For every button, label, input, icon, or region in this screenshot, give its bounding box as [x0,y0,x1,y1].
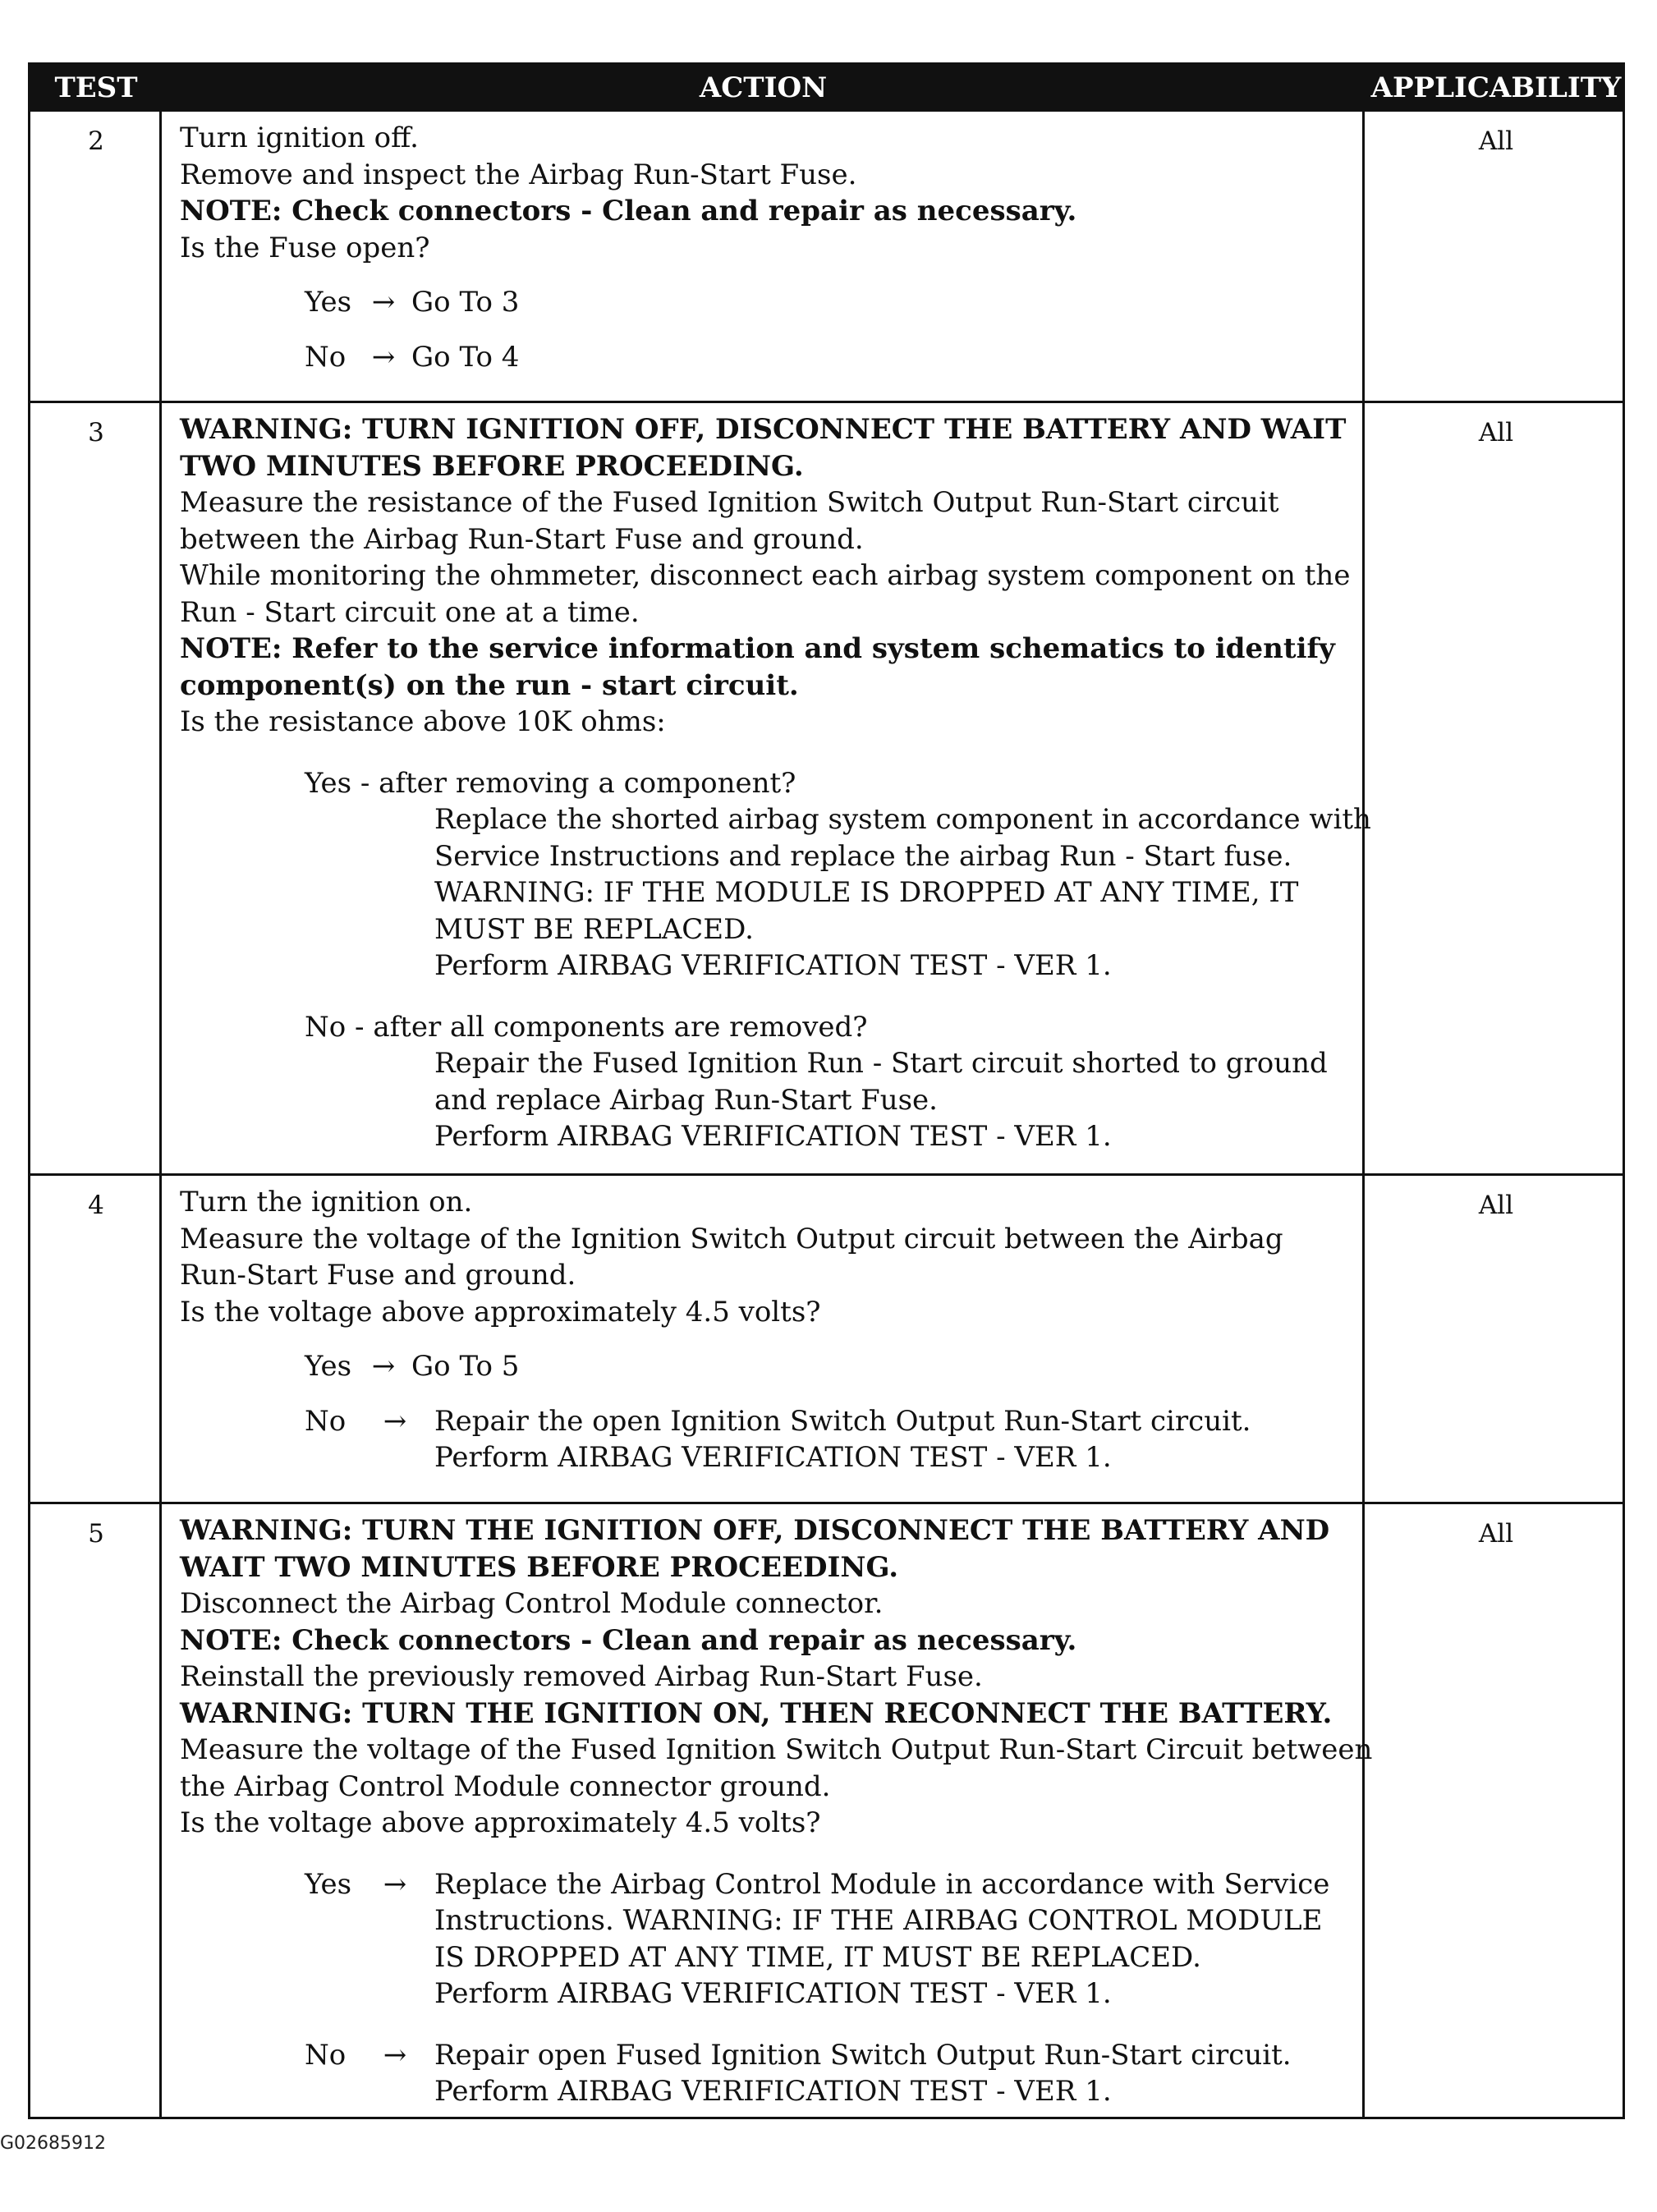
answer-text [434,2037,1292,2110]
arrow-icon: → [371,340,396,374]
answer-no-text: Perform AIRBAG VERIFICATION TEST - VER 1. [434,1120,1112,1153]
action-line: Measure the voltage of the Ignition Switch Output circuit between the Airbag [180,1222,1283,1255]
answer-no-label: No - after all components are removed? [305,1010,868,1044]
question-line: Is the voltage above approximately 4.5 volts? [180,1806,821,1839]
answer-label: No [305,1404,347,1438]
answer-label: Yes [305,1350,352,1383]
action-line: Measure the voltage of the Fused Ignition Switch Output Run-Start Circuit between [180,1733,1373,1766]
table-header [30,65,1623,112]
table-row-test-4 [30,1173,1623,1502]
answer-yes-text: IS DROPPED AT ANY TIME, IT MUST BE REPLACED. [434,1940,1201,1974]
action-line: Disconnect the Airbag Control Module connector. [180,1587,884,1620]
warning-line: WARNING: TURN THE IGNITION OFF, DISCONNECT THE BATTERY AND [180,1514,1330,1547]
answer-yes-text: Perform AIRBAG VERIFICATION TEST - VER 1. [434,1977,1112,2010]
arrow-icon: → [371,1350,396,1383]
answer-yes-text: Replace the Airbag Control Module in accordance with Service [434,1867,1330,1901]
table-row-test-2 [30,112,1623,401]
answer-no [180,339,1362,376]
answer-yes-text: Instructions. WARNING: IF THE AIRBAG CONTROL MODULE [434,1904,1323,1937]
answer-target: Go To 5 [411,1350,520,1383]
answer-label: No [305,2038,347,2072]
answer-yes [180,1866,1362,2012]
answer-yes [180,1348,1362,1385]
answer-no-text: Repair the open Ignition Switch Output Run-Start circuit. [434,1404,1251,1438]
question-line: Is the voltage above approximately 4.5 volts? [180,1295,821,1329]
table-row-test-5 [30,1502,1623,2117]
test-number: 4 [88,1191,104,1220]
answer-yes-text: WARNING: IF THE MODULE IS DROPPED AT ANY TIME, IT [434,876,1299,909]
test-number: 3 [88,418,104,447]
action-cell [180,120,1362,375]
answer-no-text: Perform AIRBAG VERIFICATION TEST - VER 1. [434,2075,1112,2108]
warning-line: WARNING: TURN IGNITION OFF, DISCONNECT THE BATTERY AND WAIT [180,413,1347,446]
note-line: component(s) on the run - start circuit. [180,668,799,702]
note-line: NOTE: Check connectors - Clean and repair as necessary. [180,1623,1077,1657]
answer-no [180,2037,1362,2110]
action-line: Turn ignition off. [180,122,419,154]
test-number: 5 [88,1519,104,1549]
diagnostic-table [28,62,1625,2119]
warning-line: WAIT TWO MINUTES BEFORE PROCEEDING. [180,1550,899,1584]
action-line: Run-Start Fuse and ground. [180,1259,576,1292]
arrow-icon: → [383,1867,407,1901]
arrow-icon: → [383,2038,407,2072]
answer-label: Yes [305,286,352,319]
test-number: 2 [88,126,104,156]
action-cell [180,1184,1362,1476]
action-line: Turn the ignition on. [180,1186,473,1218]
action-cell [180,411,1371,1155]
answer-text [434,1866,1329,2012]
answer-target: Go To 3 [411,286,520,319]
answer-no-text: Repair the Fused Ignition Run - Start circuit shorted to ground [434,1047,1328,1080]
answer-yes-text: Replace the shorted airbag system component in accordance with [434,803,1371,836]
answer-yes-text: MUST BE REPLACED. [434,912,754,946]
answer-no-text: Perform AIRBAG VERIFICATION TEST - VER 1. [434,1441,1112,1474]
action-line: between the Airbag Run-Start Fuse and ground. [180,522,864,556]
action-line: the Airbag Control Module connector ground. [180,1769,831,1803]
answer-yes [180,284,1362,321]
answer-no-text: and replace Airbag Run-Start Fuse. [434,1083,938,1117]
header-applicability: APPLICABILITY [1370,71,1622,104]
action-line: Remove and inspect the Airbag Run-Start Fuse. [180,158,857,191]
header-test: TEST [54,71,138,104]
answer-yes-label: Yes - after removing a component? [305,766,796,800]
arrow-icon: → [371,286,396,319]
answer-label: Yes [305,1867,352,1901]
arrow-icon: → [383,1404,407,1438]
warning-line: TWO MINUTES BEFORE PROCEEDING. [180,449,804,483]
action-line: While monitoring the ohmmeter, disconnect each airbag system component on the [180,559,1351,592]
applicability-cell: All [1478,1519,1514,1549]
action-line: Run - Start circuit one at a time. [180,595,640,629]
action-line: Measure the resistance of the Fused Ignition Switch Output Run-Start circuit [180,486,1279,519]
note-line: NOTE: Check connectors - Clean and repair as necessary. [180,195,1077,227]
action-line: Reinstall the previously removed Airbag Run-Start Fuse. [180,1660,983,1693]
answer-target: Go To 4 [411,340,520,374]
answer-no-text: Repair open Fused Ignition Switch Output Run-Start circuit. [434,2038,1292,2072]
answer-yes-text: Service Instructions and replace the airbag Run - Start fuse. [434,839,1292,873]
answer-yes-text: Perform AIRBAG VERIFICATION TEST - VER 1. [434,949,1112,982]
figure-code: G02685912 [0,2133,107,2154]
applicability-cell: All [1478,418,1514,447]
action-cell [180,1512,1373,2110]
answer-text [434,1403,1251,1476]
applicability-cell: All [1478,126,1514,156]
applicability-cell: All [1478,1191,1514,1220]
header-action: ACTION [699,71,828,104]
question-line: Is the Fuse open? [180,231,430,264]
table-row-test-3 [30,401,1623,1173]
answer-label: No [305,340,347,374]
note-line: NOTE: Refer to the service information and system schematics to identify [180,632,1335,665]
warning-line: WARNING: TURN THE IGNITION ON, THEN RECONNECT THE BATTERY. [180,1696,1333,1730]
question-line: Is the resistance above 10K ohms: [180,705,666,738]
answer-no [180,1403,1362,1476]
